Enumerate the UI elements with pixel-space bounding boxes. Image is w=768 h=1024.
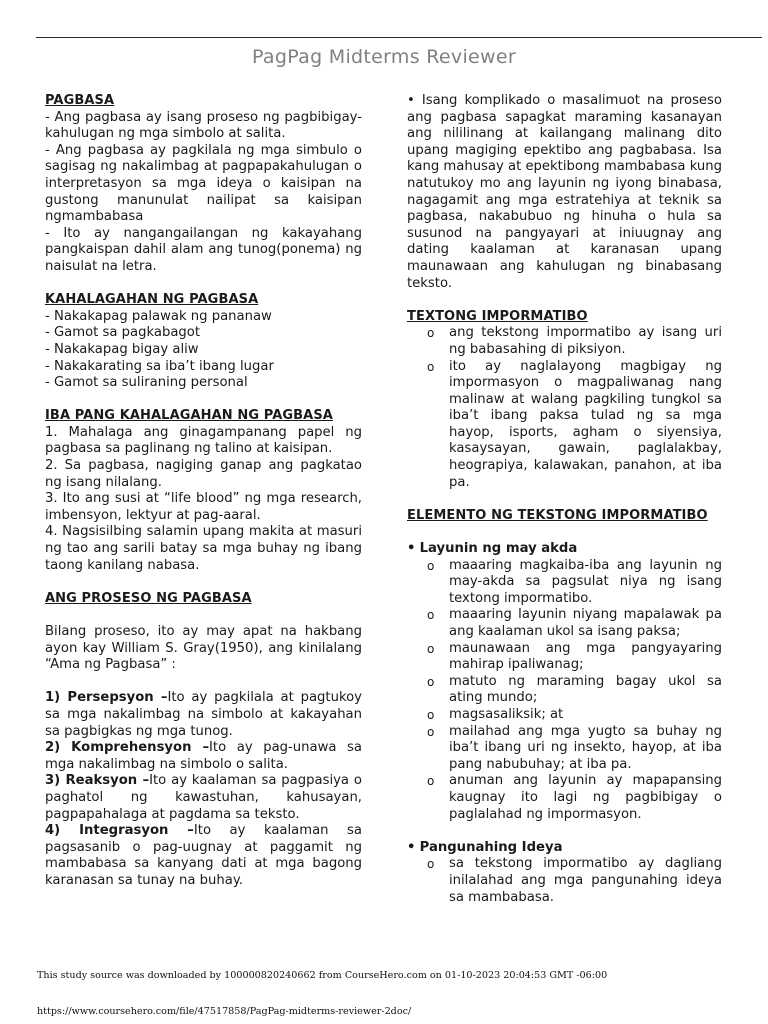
pangunahing-label: Pangunahing Ideya [419, 839, 563, 855]
right-column [407, 93, 722, 906]
heading-pagbasa: PAGBASA [45, 93, 115, 108]
kahalagahan-item: - Nakakapag bigay aliw [45, 341, 199, 357]
circle-bullet-icon: o [427, 608, 435, 623]
step-term: 1) Persepsyon – [45, 690, 168, 706]
intro-text: Isang komplikado o masalimuot na proseso ang pagbasa sapagkat maraming kasanayan ang nililinang at kailangang malinang dito upang magiging epektibo ang pagbabasa. Isa kang mahusay at epektibong mambabasa kung natutukoy mo ang layunin ng iyong binabasa, nagagamit ang mga estratehiya at teknik sa pagbasa, nakabubuo ng hinuha o hula sa susunod na pangyayari at iniuugnay ang dating kaalaman at karanasan upang maunawaan ang kahulugan ng binabasang teksto. [407, 93, 723, 291]
step-integrasyon [45, 823, 362, 889]
layunin-item: maaaring layunin niyang mapalawak pa ang kaalaman ukol sa isang paksa; [449, 607, 722, 639]
intro-paragraph [407, 93, 722, 292]
layunin-item: matuto ng maraming bagay ukol sa ating mundo; [449, 673, 722, 706]
list-item [427, 325, 722, 358]
footer-source-url[interactable]: https://www.coursehero.com/file/47517858/PagPag-midterms-reviewer-2doc/ [37, 1006, 412, 1017]
page-title: PagPag Midterms Reviewer [252, 46, 516, 68]
step-term: 4) Integrasyon – [45, 823, 194, 839]
layunin-item: magsasaliksik; at [449, 706, 564, 722]
circle-bullet-icon: o [427, 558, 435, 573]
circle-bullet-icon: o [427, 857, 435, 872]
iba-item: 1. Mahalaga ang ginagampanang papel ng pagbasa sa paglinang ng talino at kaisipan. [45, 424, 362, 457]
pangunahing-item: sa tekstong impormatibo ay dagliang inilalahad ang mga pangunahing ideya sa mambabasa. [449, 856, 722, 905]
circle-bullet-icon: o [427, 774, 435, 789]
list-item [427, 707, 722, 724]
pagbasa-line: - Ito ay nangangailangan ng kakayahang pangkaispan dahil alam ang tunog(ponema) ng naisulat na letra. [45, 225, 362, 274]
step-text: Ito ay pag-unawa sa mga nakalimbag na simbolo o salita. [45, 740, 362, 772]
layunin-item: mailahad ang mga yugto sa buhay ng iba’t ibang uri ng insekto, hayop, at iba pang nabubuhay; at iba pa. [449, 723, 722, 772]
pagbasa-line: - Ang pagbasa ay pagkilala ng mga simbulo o sagisag ng nakalimbag at pagpapakahulugan o interpretasyon sa mga ideya o kaisipan na gustong manunulat nailipat sa kaisipan ngmambabasa [45, 142, 362, 225]
circle-bullet-icon: o [427, 359, 435, 374]
heading-proseso: ANG PROSESO NG PAGBASA [45, 590, 252, 606]
bullet-icon: • [407, 839, 416, 855]
list-item [427, 856, 722, 906]
list-item [427, 773, 722, 823]
step-komprehensyon [45, 740, 362, 773]
list-item [427, 359, 722, 492]
textong-item: ang tekstong impormatibo ay isang uri ng babasahing di piksiyon. [449, 325, 722, 357]
kahalagahan-item: - Gamot sa suliraning personal [45, 375, 248, 391]
pangunahing-heading [407, 840, 722, 857]
heading-iba-pang-kahalagahan: IBA PANG KAHALAGAHAN NG PAGBASA [45, 408, 333, 424]
step-text: Ito ay kaalaman sa pagsasanib o pag-uugnay at paggamit ng mambabasa sa kanyang dati at mga bagong karanasan sa tunay na buhay. [45, 823, 363, 888]
layunin-heading [407, 541, 722, 558]
list-item [427, 607, 722, 640]
list-item [427, 674, 722, 707]
proseso-intro: Bilang proseso, ito ay may apat na hakbang ayon kay William S. Gray(1950), ang kinilalang “Ama ng Pagbasa” : [45, 624, 362, 673]
kahalagahan-item: - Gamot sa pagkabagot [45, 325, 201, 341]
layunin-label: Layunin ng may akda [419, 541, 578, 557]
heading-textong-impormatibo: TEXTONG IMPORMATIBO [407, 308, 588, 324]
circle-bullet-icon: o [427, 326, 435, 341]
footer-download-note: This study source was downloaded by 100000820240662 from CourseHero.com on 01-10-2023 20:04:53 GMT -06:00 [37, 970, 608, 981]
step-reaksyon [45, 773, 362, 823]
layunin-item: maunawaan ang mga pangyayaring mahirap ipaliwanag; [449, 640, 722, 673]
bullet-icon: • [407, 541, 416, 557]
step-term: 2) Komprehensyon – [45, 740, 210, 756]
circle-bullet-icon: o [427, 674, 435, 689]
step-term: 3) Reaksyon – [45, 773, 150, 789]
layunin-item: maaaring magkaiba-iba ang layunin ng may-akda sa pagsulat niya ng isang textong impormatibo. [449, 557, 722, 606]
circle-bullet-icon: o [427, 724, 435, 739]
list-item [427, 558, 722, 608]
pagbasa-line: - Ang pagbasa ay isang proseso ng pagbibigay-kahulugan ng mga simbolo at salita. [45, 109, 362, 142]
list-item [427, 724, 722, 774]
list-item [427, 641, 722, 674]
step-text: Ito ay pagkilala at pagtukoy sa mga nakalimbag na simbolo at kakayahan sa pagbigkas ng mga tunog. [45, 690, 362, 739]
iba-item: 4. Nagsisilbing salamin upang makita at masuri ng tao ang sarili batay sa mga buhay ng ibang taong kanilang nabasa. [45, 524, 362, 573]
iba-item: 3. Ito ang susi at “life blood” ng mga research, imbensyon, lektyur at pag-aaral. [45, 491, 362, 523]
bullet-icon: • [407, 93, 415, 108]
circle-bullet-icon: o [427, 707, 435, 722]
kahalagahan-item: - Nakakarating sa iba’t ibang lugar [45, 358, 274, 374]
circle-bullet-icon: o [427, 641, 435, 656]
header-rule [36, 37, 762, 38]
step-persepsyon [45, 690, 362, 740]
textong-item: ito ay naglalayong magbigay ng impormasyon o magpaliwanag nang malinaw at walang pagkiling tungkol sa iba’t ibang paksa tulad ng sa mga hayop, isports, agham o siyensiya, kasaysayan, gawain, paglalakbay, heograpiya, kalawakan, panahon, at iba pa. [449, 358, 722, 490]
heading-kahalagahan: KAHALAGAHAN NG PAGBASA [45, 292, 259, 308]
left-column [45, 93, 362, 890]
heading-elemento: ELEMENTO NG TEKSTONG IMPORMATIBO [407, 507, 708, 523]
step-text: Ito ay kaalaman sa pagpasiya o paghatol ng kawastuhan, kahusayan, pagpapahalaga at pagdama sa teksto. [45, 773, 362, 822]
iba-item: 2. Sa pagbasa, nagiging ganap ang pagkatao ng isang nilalang. [45, 458, 362, 490]
kahalagahan-item: - Nakakapag palawak ng pananaw [45, 308, 272, 324]
layunin-item: anuman ang layunin ay mapapansing kaugnay ito lagi ng pagbibigay o paglalahad ng impormasyon. [449, 773, 722, 822]
